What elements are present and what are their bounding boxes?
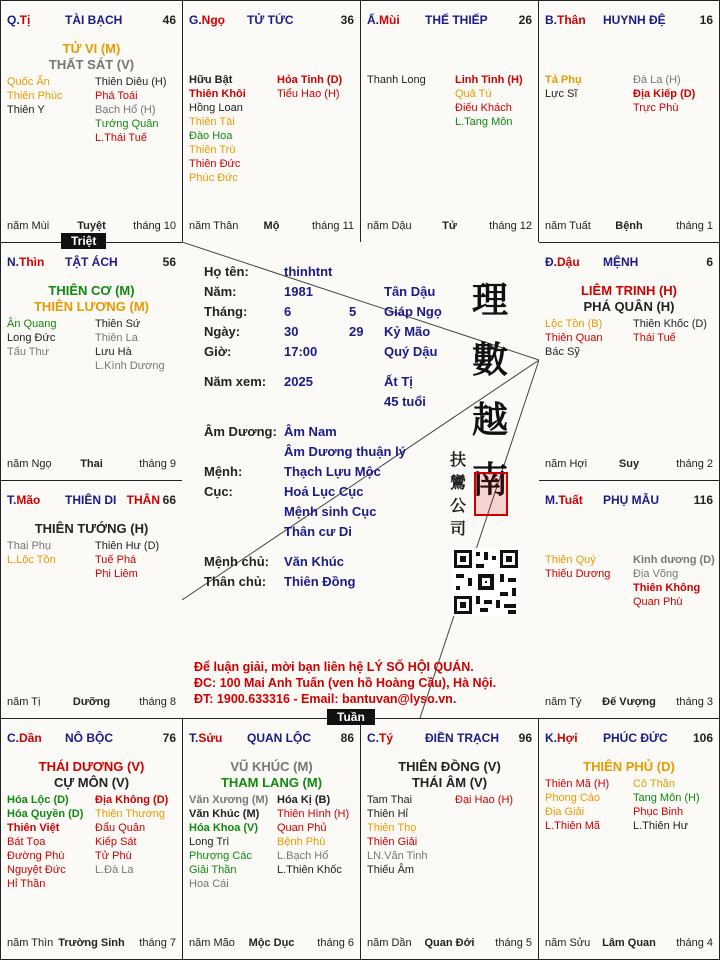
- palace-footer: [545, 220, 713, 234]
- star-left: Thanh Long: [367, 74, 426, 86]
- palace-header: [545, 255, 713, 269]
- main-star: VŨ KHÚC (M): [230, 759, 313, 774]
- view-year-can: Ất Tị: [384, 374, 413, 389]
- star-left: Thiên Giải: [367, 836, 418, 848]
- palace-name: ĐIỀN TRẠCH: [425, 731, 499, 745]
- palace-name: HUYNH ĐỆ: [603, 13, 666, 27]
- branch-label: Mão: [16, 493, 41, 507]
- star-right: Thiên Hình (H): [277, 808, 350, 820]
- star-left: Quốc Ấn: [7, 76, 50, 88]
- view-year-value: 2025: [284, 374, 313, 389]
- star-left: Thiên Quý: [545, 554, 596, 566]
- star-right: Thiên Sứ: [95, 318, 141, 330]
- footer-month: tháng 7: [139, 937, 176, 949]
- star-right: Thiên Thương: [95, 808, 166, 820]
- menhchu-value: Văn Khúc: [284, 554, 344, 569]
- stem-label: T.: [189, 731, 199, 745]
- tuan-marker: Tuần: [327, 709, 375, 725]
- palace-stem: [7, 255, 44, 269]
- stem-label: Ấ.: [367, 13, 379, 27]
- stem-label: M.: [545, 493, 559, 507]
- company-char-1: 扶: [450, 450, 467, 469]
- palace-age: 96: [518, 731, 532, 745]
- palace-header: [545, 13, 713, 27]
- menh-label: Mệnh:: [204, 464, 243, 479]
- star-left: Thai Phụ: [7, 540, 52, 552]
- footer-stage: Tuyệt: [77, 220, 106, 232]
- branch-label: Tý: [379, 731, 394, 745]
- star-right: L.Kình Dương: [95, 360, 165, 372]
- year-label: Năm:: [204, 284, 237, 299]
- palace-header: [189, 13, 354, 27]
- palace-age: 116: [693, 493, 713, 507]
- name-label: Họ tên:: [204, 264, 249, 279]
- footer-year: năm Mão: [189, 937, 235, 949]
- palace-ngo: [182, 0, 361, 243]
- star-left: Thiên Y: [7, 104, 45, 116]
- footer-month: tháng 6: [317, 937, 354, 949]
- star-right: Kiếp Sát: [95, 836, 137, 848]
- star-right: Hỏa Tinh (D): [277, 74, 343, 86]
- palace-name: TỬ TỨC: [247, 13, 294, 27]
- footer-year: năm Dậu: [367, 220, 412, 232]
- menhchu-label: Mệnh chủ:: [204, 554, 269, 569]
- day-lunar: 29: [349, 324, 364, 339]
- star-right: Bạch Hổ (H): [95, 104, 156, 116]
- footer-year: năm Tuất: [545, 220, 591, 232]
- star-right: Lưu Hà: [95, 346, 132, 358]
- star-right: Tử Phù: [95, 850, 132, 862]
- star-left: Đào Hoa: [189, 130, 233, 142]
- branch-label: Hợi: [557, 731, 578, 745]
- calligraphy-char-1: 理: [472, 279, 509, 321]
- star-left: Hóa Quyền (D): [7, 808, 84, 820]
- star-right: Phá Toái: [95, 90, 138, 102]
- palace-name: PHÚC ĐỨC: [603, 731, 668, 745]
- star-right: Điếu Khách: [455, 102, 512, 114]
- star-right: Quan Phù: [633, 596, 683, 608]
- palace-stem: [7, 731, 42, 745]
- star-right: Tiểu Hao (H): [277, 88, 340, 100]
- palace-name: TÀI BẠCH: [65, 13, 123, 27]
- palace-footer: [367, 937, 532, 951]
- palace-stem: [7, 493, 40, 507]
- palace-footer: [7, 458, 176, 472]
- star-right: Đại Hao (H): [455, 794, 514, 806]
- footer-month: tháng 5: [495, 937, 532, 949]
- stem-label: K.: [545, 731, 557, 745]
- name-value: thinhtnt: [284, 264, 333, 279]
- month-label: Tháng:: [204, 304, 248, 319]
- cuc-value-3: Thân cư Di: [284, 524, 352, 539]
- palace-ty: [360, 718, 539, 960]
- star-left: Lực Sĩ: [545, 88, 578, 100]
- palace-dan: [0, 718, 183, 960]
- palace-stem: [545, 731, 578, 745]
- palace-age: 56: [162, 255, 176, 269]
- branch-label: Thân: [557, 13, 586, 27]
- footer-year: năm Tý: [545, 696, 582, 708]
- palace-name: TẬT ÁCH: [65, 255, 118, 269]
- star-right: L.Tang Môn: [455, 116, 513, 128]
- star-left: Phong Cáo: [545, 792, 601, 804]
- star-right: Thiên Không: [633, 582, 701, 594]
- star-right: L.Đà La: [95, 864, 134, 876]
- palace-footer: [7, 937, 176, 951]
- cuc-label: Cục:: [204, 484, 233, 499]
- star-left: Thiên Tài: [189, 116, 235, 128]
- palace-footer: [189, 937, 354, 951]
- palace-header: [7, 731, 176, 745]
- footer-stage: Đế Vượng: [602, 696, 656, 708]
- branch-label: Tị: [19, 13, 31, 27]
- amduong-label: Âm Dương:: [204, 424, 277, 439]
- palace-mui: [360, 0, 539, 243]
- star-left: Thiên Quan: [545, 332, 603, 344]
- palace-footer: [189, 220, 354, 234]
- star-right: Quan Phủ: [277, 822, 327, 834]
- palace-stem: [189, 731, 222, 745]
- palace-header: [545, 731, 713, 745]
- star-left: Hồng Loan: [189, 102, 243, 114]
- star-left: Đường Phù: [7, 850, 65, 862]
- cuc-value-2: Mệnh sinh Cục: [284, 504, 377, 519]
- stem-label: G.: [189, 13, 202, 27]
- footer-year: năm Tị: [7, 696, 41, 708]
- footer-year: năm Thân: [189, 220, 239, 232]
- hour-value: 17:00: [284, 344, 318, 359]
- palace-footer: [545, 937, 713, 951]
- calligraphy-char-3: 越: [472, 399, 509, 441]
- hour-can: Quý Dậu: [384, 344, 438, 359]
- footer-month: tháng 1: [676, 220, 713, 232]
- star-right: Trực Phù: [633, 102, 679, 114]
- star-left: Tả Phụ: [545, 74, 582, 86]
- star-left: Hóa Lộc (D): [7, 794, 69, 806]
- month-lunar: 5: [349, 304, 357, 319]
- palace-stem: [545, 255, 580, 269]
- footer-month: tháng 11: [311, 220, 354, 232]
- footer-month: tháng 12: [489, 220, 532, 232]
- stem-label: B.: [545, 13, 557, 27]
- star-left: Thiên Trù: [189, 144, 236, 156]
- thanchu-label: Thân chủ:: [204, 574, 267, 589]
- palace-name: PHỤ MẪU: [603, 493, 659, 507]
- footer-stage: Bệnh: [615, 220, 643, 232]
- stem-label: N.: [7, 255, 19, 269]
- day-label: Ngày:: [204, 324, 241, 339]
- palace-name: QUAN LỘC: [247, 731, 311, 745]
- star-left: Nguyệt Đức: [7, 864, 66, 876]
- company-char-2: 鸞: [450, 473, 467, 492]
- star-right: Địa Kiếp (D): [633, 88, 696, 100]
- star-right: Thiên La: [95, 332, 138, 344]
- star-right: Thiên Hư (D): [95, 540, 160, 552]
- branch-label: Ngọ: [201, 13, 225, 27]
- footer-month: tháng 3: [676, 696, 713, 708]
- star-left: LN.Văn Tinh: [367, 850, 428, 862]
- center-info-panel: [182, 242, 539, 718]
- star-right: Cô Thần: [633, 778, 675, 790]
- stem-label: C.: [7, 731, 19, 745]
- palace-footer: [545, 696, 713, 710]
- star-left: Thiên Việt: [7, 822, 60, 834]
- palace-name: THẾ THIẾP: [425, 13, 488, 27]
- footer-year: năm Mùi: [7, 220, 50, 232]
- star-right: Địa Không (D): [95, 794, 169, 806]
- star-left: Thiên Khôi: [189, 88, 246, 100]
- star-left: Hoa Cái: [189, 878, 229, 890]
- star-left: Văn Khúc (M): [189, 808, 260, 820]
- palace-age: 26: [518, 13, 532, 27]
- palace-age: 66: [162, 493, 176, 507]
- calligraphy-char-4: 南: [472, 459, 509, 501]
- palace-age: 36: [340, 13, 354, 27]
- star-left: Địa Giải: [545, 806, 585, 818]
- footer-stage: Trường Sinh: [58, 937, 125, 949]
- amduong-value-2: Âm Dương thuận lý: [284, 444, 406, 459]
- star-left: L.Thiên Mã: [545, 820, 601, 832]
- year-value: 1981: [284, 284, 313, 299]
- star-right: Tang Môn (H): [633, 792, 700, 804]
- palace-age: 6: [706, 255, 713, 269]
- star-right: Quả Tú: [455, 88, 492, 100]
- thanchu-value: Thiên Đồng: [284, 574, 356, 589]
- footer-year: năm Ngọ: [7, 458, 52, 470]
- palace-footer: [545, 458, 713, 472]
- palace-age: 46: [162, 13, 176, 27]
- main-star: TỬ VI (M): [62, 41, 121, 56]
- footer-month: tháng 10: [133, 220, 176, 232]
- footer-stage: Thai: [80, 458, 103, 470]
- company-char-3: 公: [450, 496, 467, 515]
- star-right: Địa Võng: [633, 568, 679, 580]
- day-solar: 30: [284, 324, 299, 339]
- star-left: Hóa Khoa (V): [189, 822, 259, 834]
- seal-stamp: [474, 472, 508, 516]
- star-right: Đà La (H): [633, 74, 681, 86]
- footer-month: tháng 8: [139, 696, 176, 708]
- star-left: Thiên Mã (H): [545, 778, 610, 790]
- main-star: THÁI ÂM (V): [411, 775, 488, 790]
- footer-stage: Suy: [618, 458, 640, 470]
- main-star: THIÊN TƯỚNG (H): [34, 521, 149, 536]
- stem-label: T.: [7, 493, 17, 507]
- main-star: THIÊN LƯƠNG (M): [33, 299, 150, 314]
- star-left: Lộc Tồn (B): [545, 318, 603, 330]
- branch-label: Sửu: [198, 731, 223, 745]
- footer-month: tháng 4: [676, 937, 713, 949]
- star-right: L.Thiên Khốc: [277, 864, 342, 876]
- palace-suu: [182, 718, 361, 960]
- footer-stage: Lâm Quan: [602, 937, 656, 949]
- palace-age: 86: [340, 731, 354, 745]
- star-right: Tuế Phá: [95, 554, 137, 566]
- star-left: Phượng Các: [189, 850, 252, 862]
- star-right: Phi Liêm: [95, 568, 138, 580]
- star-right: Thiên Diêu (H): [95, 76, 167, 88]
- contact-line-1: Để luận giải, mời bạn liên hệ LÝ SỐ HỘI QUÁN.: [194, 660, 474, 674]
- palace-hoi: [538, 718, 720, 960]
- palace-name: NÔ BỘC: [65, 731, 113, 745]
- company-char-4: 司: [450, 519, 467, 538]
- star-left: Văn Xương (M): [189, 794, 269, 806]
- footer-stage: Dưỡng: [72, 696, 111, 708]
- star-right: Bệnh Phù: [277, 836, 326, 848]
- main-star: THAM LANG (M): [220, 775, 323, 790]
- palace-header: [7, 493, 176, 507]
- palace-tuat: [538, 480, 720, 719]
- footer-stage: Quan Đới: [424, 937, 475, 949]
- day-can: Kỷ Mão: [384, 324, 431, 339]
- branch-label: Mùi: [379, 13, 400, 27]
- main-star: THÁI DƯƠNG (V): [38, 759, 145, 774]
- menh-value: Thạch Lựu Mộc: [284, 464, 381, 479]
- stem-label: Q.: [7, 13, 20, 27]
- contact-line-2: ĐC: 100 Mai Anh Tuấn (ven hồ Hoàng Cầu), Hà Nội.: [194, 676, 497, 690]
- palace-dau: [538, 242, 720, 481]
- star-right: Đẩu Quân: [95, 822, 146, 834]
- calligraphy-char-2: 數: [472, 339, 509, 381]
- main-star: THIÊN PHỦ (D): [583, 759, 675, 774]
- palace-stem: [545, 13, 586, 27]
- star-left: Giải Thần: [189, 864, 237, 876]
- star-left: Ân Quang: [7, 318, 57, 330]
- star-right: L.Thiên Hư: [633, 820, 689, 832]
- star-left: Phúc Đức: [189, 172, 238, 184]
- main-star: THIÊN CƠ (M): [48, 283, 135, 298]
- main-star: THẤT SÁT (V): [48, 57, 135, 72]
- amduong-value: Âm Nam: [284, 424, 337, 439]
- palace-than: [538, 0, 720, 243]
- palace-header: [367, 13, 532, 27]
- palace-stem: [189, 13, 225, 27]
- stem-label: Đ.: [545, 255, 557, 269]
- star-left: Thiên Hỉ: [367, 808, 408, 820]
- star-left: Bát Tọa: [7, 836, 46, 848]
- than-tag: THÂN: [126, 493, 160, 507]
- palace-header: [7, 13, 176, 27]
- star-left: Tam Thai: [367, 794, 413, 806]
- palace-stem: [367, 13, 400, 27]
- cuc-value: Hoả Lục Cục: [284, 484, 364, 499]
- star-left: Hữu Bật: [189, 74, 233, 86]
- view-year-label: Năm xem:: [204, 374, 267, 389]
- palace-ti: [0, 0, 183, 243]
- footer-month: tháng 9: [139, 458, 176, 470]
- palace-age: 76: [162, 731, 176, 745]
- star-right: Thái Tuế: [633, 332, 676, 344]
- main-star: THIÊN ĐỒNG (V): [398, 759, 501, 774]
- star-left: Hỉ Thần: [7, 878, 46, 890]
- stem-label: C.: [367, 731, 379, 745]
- footer-year: năm Hợi: [545, 458, 588, 470]
- star-left: Thiên Thọ: [367, 822, 417, 834]
- footer-year: năm Dần: [367, 937, 412, 949]
- main-star: LIÊM TRINH (H): [580, 283, 678, 298]
- footer-stage: Tử: [442, 220, 457, 232]
- palace-footer: [7, 220, 176, 234]
- branch-label: Thìn: [19, 255, 45, 269]
- contact-line-3: ĐT: 1900.633316 - Email: bantuvan@lyso.vn.: [194, 692, 457, 706]
- palace-stem: [7, 13, 30, 27]
- month-solar: 6: [284, 304, 292, 319]
- palace-header: [189, 731, 354, 745]
- star-left: Thiếu Âm: [367, 864, 415, 876]
- palace-thin: [0, 242, 183, 481]
- qr-code[interactable]: [452, 548, 520, 616]
- star-right: Tướng Quân: [95, 118, 159, 130]
- palace-header: [367, 731, 532, 745]
- footer-year: năm Sửu: [545, 937, 591, 949]
- branch-label: Tuất: [558, 493, 583, 507]
- star-right: Phục Binh: [633, 806, 684, 818]
- hour-label: Giờ:: [204, 344, 232, 359]
- star-right: Thiên Khốc (D): [633, 318, 707, 330]
- footer-stage: Mộc Dục: [248, 937, 295, 949]
- palace-header: [545, 493, 713, 507]
- month-can: Giáp Ngọ: [384, 304, 442, 319]
- palace-stem: [367, 731, 393, 745]
- year-can: Tân Dậu: [384, 284, 436, 299]
- palace-header: [7, 255, 176, 269]
- palace-footer: [7, 696, 176, 710]
- star-left: L.Lộc Tồn: [7, 554, 56, 566]
- palace-stem: [545, 493, 583, 507]
- star-left: Thiên Đức: [189, 158, 241, 170]
- star-left: Bác Sỹ: [545, 346, 580, 358]
- age-value: 45 tuổi: [384, 394, 426, 409]
- footer-year: năm Thìn: [7, 937, 54, 949]
- star-right: L.Bạch Hổ: [277, 850, 329, 862]
- main-star: PHÁ QUÂN (H): [583, 299, 675, 314]
- star-left: Thiếu Dương: [545, 568, 611, 580]
- palace-footer: [367, 220, 532, 234]
- branch-label: Dậu: [557, 255, 580, 269]
- footer-month: tháng 2: [676, 458, 713, 470]
- star-right: Hóa Kị (B): [277, 794, 331, 806]
- palace-age: 16: [699, 13, 713, 27]
- branch-label: Dần: [19, 731, 42, 745]
- palace-name: MỆNH: [603, 255, 639, 269]
- triet-marker: Triệt: [61, 233, 106, 249]
- footer-stage: Mộ: [263, 220, 280, 232]
- main-star: CỰ MÔN (V): [53, 775, 130, 790]
- palace-age: 106: [692, 731, 713, 745]
- star-left: Long Trì: [189, 836, 230, 848]
- star-right: Linh Tinh (H): [455, 74, 523, 86]
- palace-name: THIÊN DI: [65, 493, 117, 507]
- star-left: Long Đức: [7, 332, 56, 344]
- star-right: Kình dương (D): [633, 554, 715, 566]
- palace-mao: [0, 480, 183, 719]
- star-left: Thiên Phúc: [7, 90, 63, 102]
- star-right: L.Thái Tuế: [95, 132, 147, 144]
- star-left: Tấu Thư: [7, 346, 50, 358]
